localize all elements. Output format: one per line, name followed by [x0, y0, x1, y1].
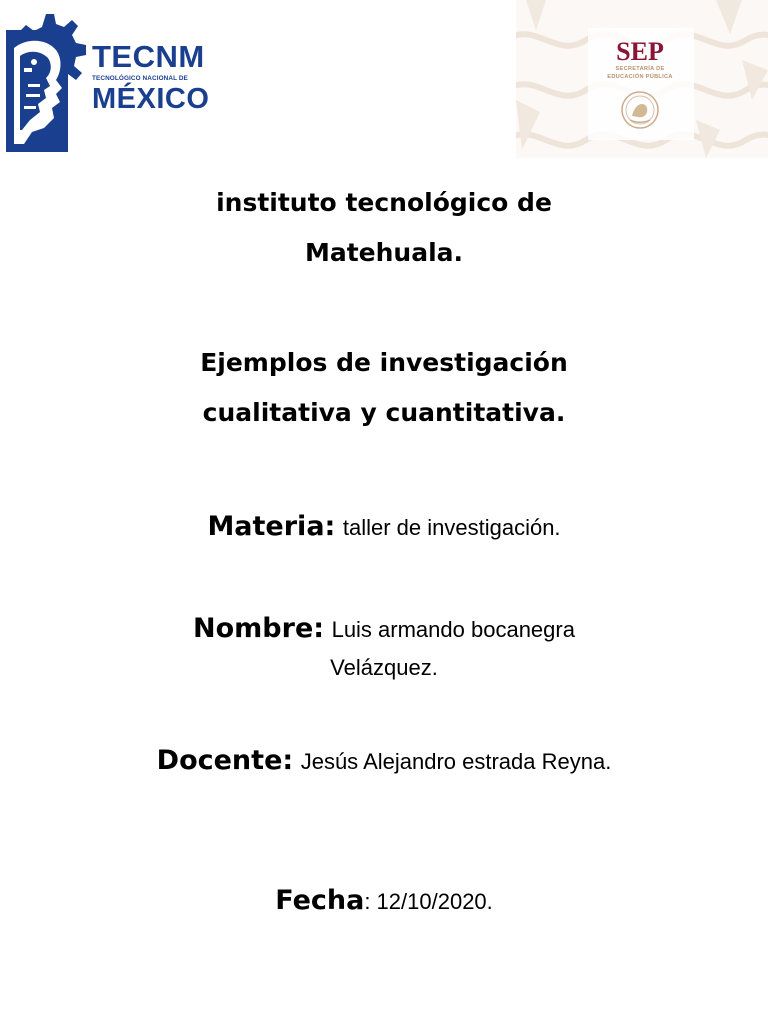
sep-subtitle-line2: EDUCACIÓN PÚBLICA — [607, 73, 673, 80]
title-line2: cualitativa y cuantitativa. — [202, 398, 566, 427]
tecnm-wordmark — [92, 40, 210, 114]
fecha-value: : 12/10/2020. — [364, 889, 493, 914]
materia-value: taller de investigación. — [342, 515, 561, 540]
tecnm-country: MÉXICO — [92, 83, 210, 115]
nombre-value-line2: Velázquez. — [330, 655, 438, 680]
fecha-label: Fecha — [275, 885, 365, 916]
sep-title: SEP — [616, 37, 664, 66]
institution-name — [0, 178, 768, 278]
sep-wordmark — [586, 38, 694, 81]
docente-value: Jesús Alejandro estrada Reyna. — [300, 749, 612, 774]
tecnm-emblem-icon — [6, 10, 86, 152]
docente-label: Docente: — [156, 745, 294, 776]
materia-label: Materia: — [207, 511, 336, 542]
institution-line2: Matehuala. — [304, 238, 464, 267]
materia-field — [0, 508, 768, 546]
docente-field — [0, 742, 768, 780]
nombre-label: Nombre: — [193, 613, 325, 644]
fecha-field — [0, 882, 768, 920]
title-line1: Ejemplos de investigación — [200, 348, 568, 377]
nombre-value-line1: Luis armando bocanegra — [331, 617, 575, 642]
sep-subtitle-line1: SECRETARÍA DE — [615, 66, 665, 72]
sep-seal-icon — [620, 90, 660, 130]
sep-logo — [516, 0, 768, 158]
document-title — [0, 338, 768, 438]
tecnm-subtitle: TECNOLÓGICO NACIONAL DE — [92, 75, 188, 82]
institution-line1: instituto tecnológico de — [216, 188, 552, 217]
nombre-field — [0, 610, 768, 688]
tecnm-title: TECNM — [92, 39, 205, 74]
tecnm-logo — [6, 10, 210, 155]
